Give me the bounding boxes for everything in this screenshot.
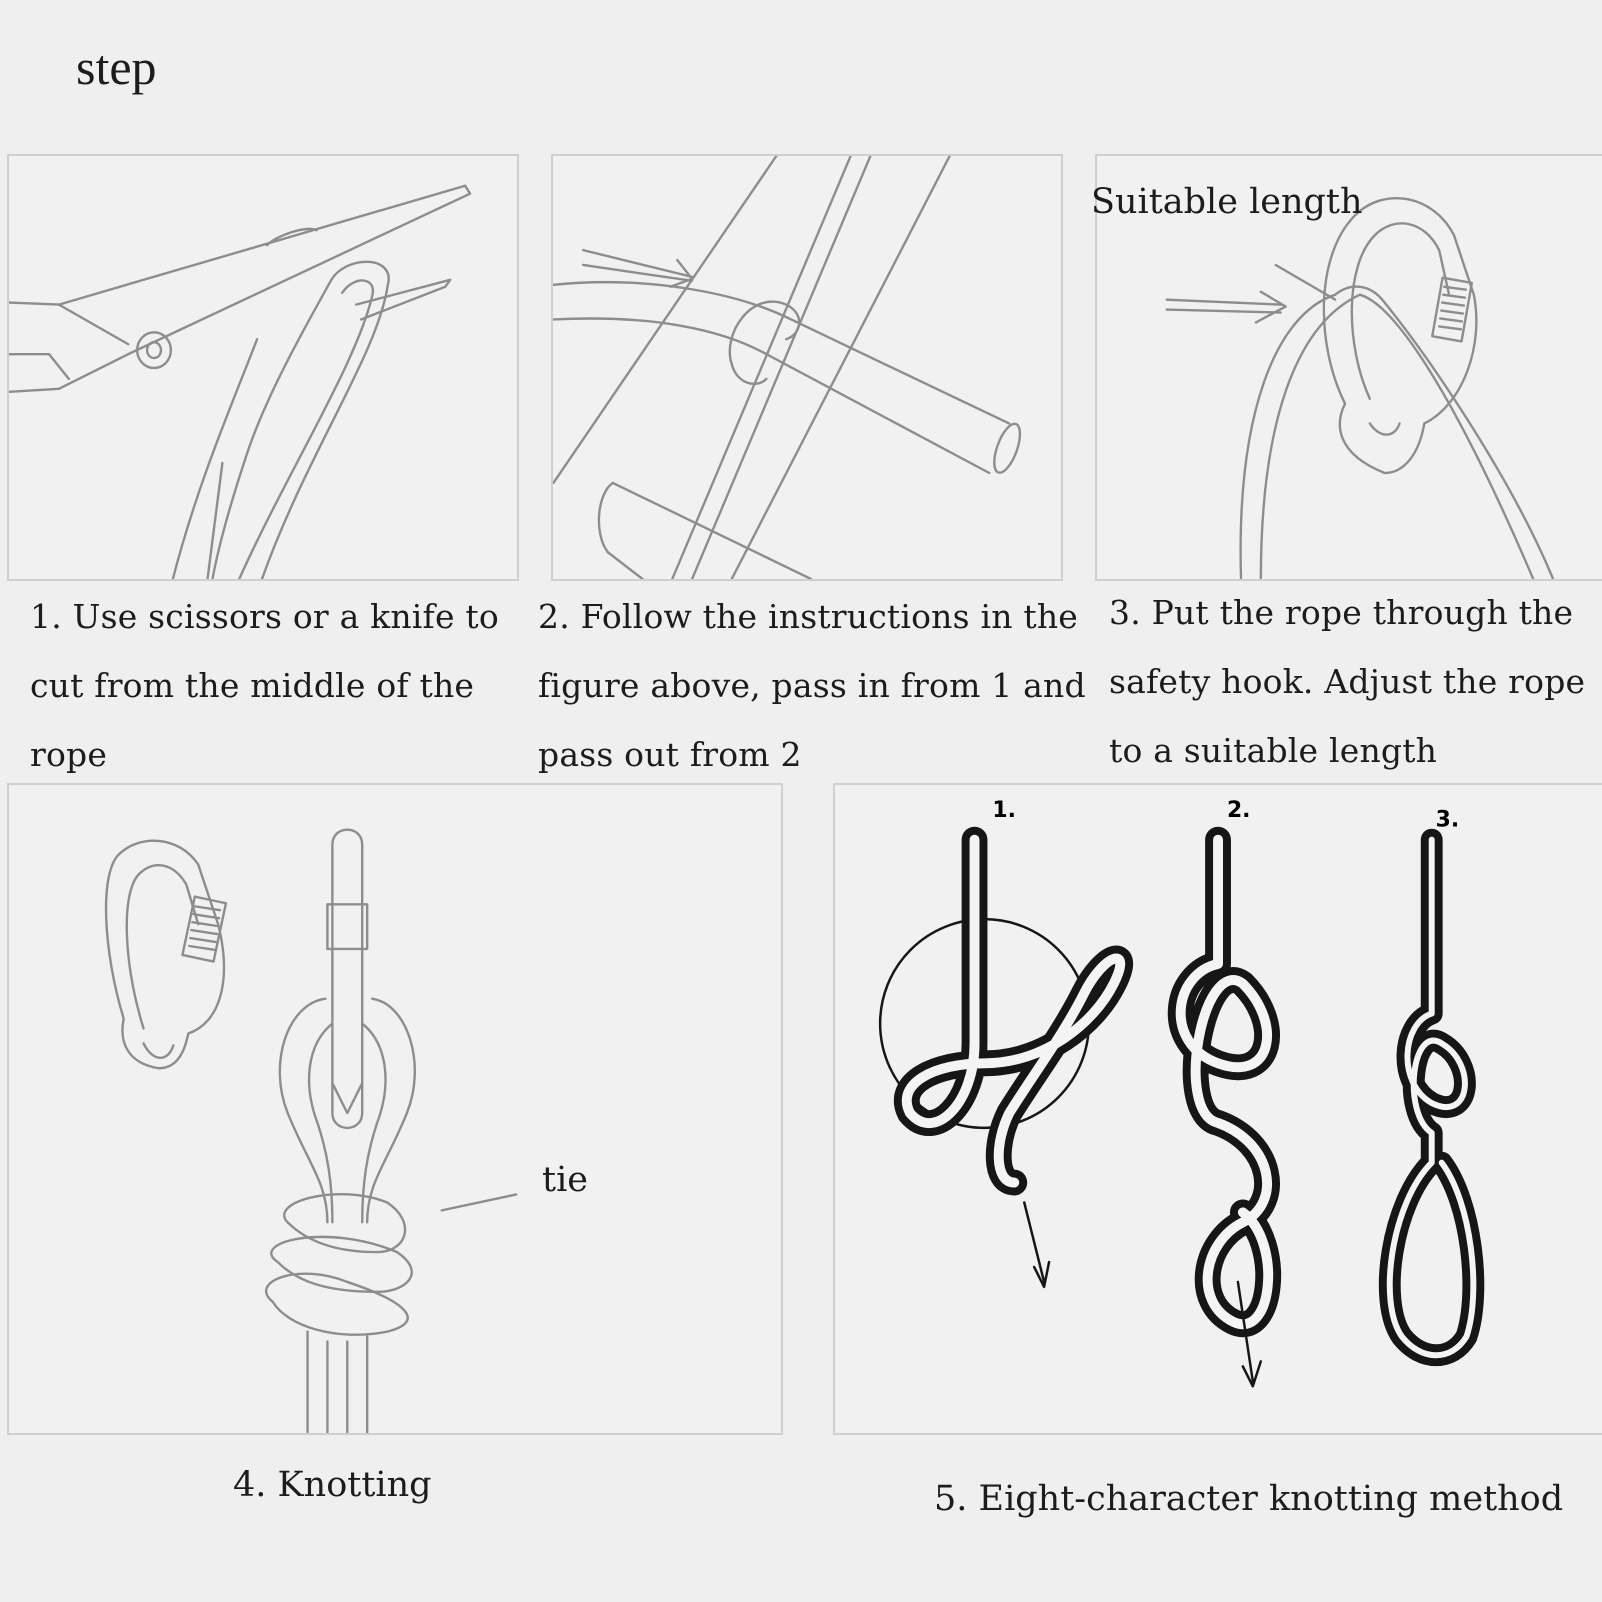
knotting-carabiner-drawing <box>9 785 781 1433</box>
scissors-cutting-rope-drawing <box>9 156 517 579</box>
knot-stage-2 <box>1181 840 1269 1387</box>
step-2-caption <box>538 582 1086 789</box>
caption-line: 2. Follow the instructions in the <box>538 597 1078 636</box>
step-5-illustration <box>833 783 1602 1435</box>
caption-line: safety hook. Adjust the rope <box>1109 662 1586 701</box>
stage-label-2: 2. <box>1226 797 1251 823</box>
tie-label: tie <box>542 1160 588 1200</box>
step-1-illustration <box>7 154 519 581</box>
step-4-caption: 4. Knotting <box>233 1465 432 1505</box>
step-4-illustration <box>7 783 783 1435</box>
knot-stage-1 <box>880 840 1120 1287</box>
step-5-caption: 5. Eight-character knotting method <box>934 1479 1564 1519</box>
rope-through-ring-drawing <box>553 156 1061 579</box>
stage-label-1: 1. <box>992 797 1016 823</box>
knot-stage-3 <box>1390 840 1474 1356</box>
step-1-caption <box>30 582 499 789</box>
caption-line: 1. Use scissors or a knife to <box>30 597 499 636</box>
caption-line: 3. Put the rope through the <box>1109 593 1574 632</box>
caption-line: rope <box>30 735 108 774</box>
caption-line: cut from the middle of the <box>30 666 475 705</box>
caption-line: to a suitable length <box>1109 731 1438 770</box>
suitable-length-label: Suitable length <box>1091 182 1363 222</box>
step-3-caption <box>1109 578 1585 785</box>
caption-line: pass out from 2 <box>538 735 802 774</box>
figure-eight-knot-stages-drawing <box>835 785 1602 1433</box>
stage-label-3: 3. <box>1435 807 1460 833</box>
page-title: step <box>76 39 157 95</box>
caption-line: figure above, pass in from 1 and <box>538 666 1086 705</box>
step-2-illustration <box>551 154 1063 581</box>
